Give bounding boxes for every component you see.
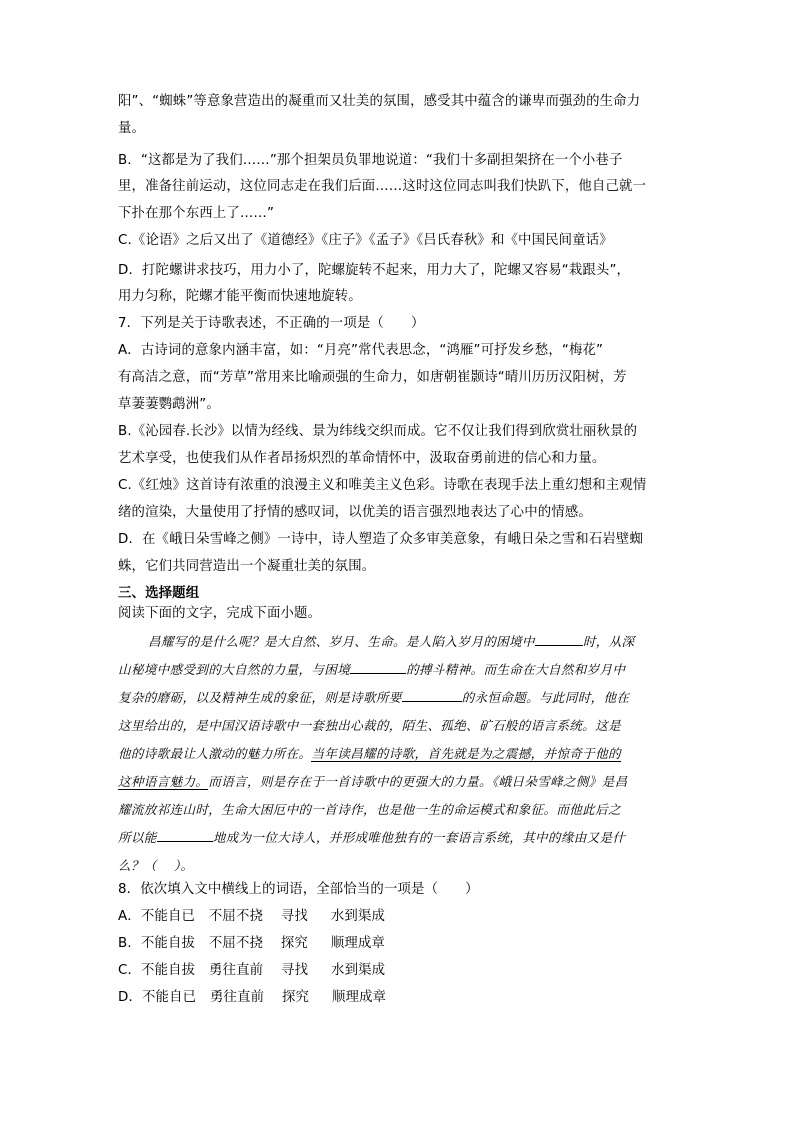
- passage-line: 复杂的磨砺，以及精神生成的象征，则是诗歌所要 的永恒命题。与此同时，他在: [118, 690, 630, 705]
- q6-option-c: C.《论语》之后又出了《道德经》《庄子》《孟子》《吕氏春秋》和《中国民间童话》: [118, 233, 613, 248]
- q7-option-a: 有高洁之意，而“芳草”常用来比喻顽强的生命力，如唐朝崔颢诗“晴川历历汉阳树，芳: [118, 370, 627, 385]
- q7-option-c: 绪的渲染，大量使用了抒情的感叹词，以优美的语言强烈地表达了心中的情感。: [118, 505, 592, 520]
- answer-blank: [157, 828, 213, 842]
- section-heading: 三、选择题组: [118, 586, 200, 601]
- underlined-sentence: 当年读昌耀的诗歌，首先就是为之震撼，并惊奇于他的: [311, 746, 621, 761]
- answer-blank: [535, 632, 583, 646]
- passage-line: 这种语言魅力。而语言，则是存在于一首诗歌中的更强大的力量。《峨日朵雪峰之侧》是昌: [118, 774, 628, 789]
- q6-option-b: B．“这都是为了我们……”那个担架员负罪地说道：“我们十多副担架挤在一个小巷子: [118, 153, 623, 168]
- q8-option-b: B．不能自拔 不屈不挠 探究 顺理成章: [118, 936, 386, 951]
- passage-line: 耀流放祁连山时，生命大困厄中的一首诗作，也是他一生的命运模式和象征。而他此后之: [118, 802, 621, 817]
- section-intro: 阅读下面的文字，完成下面小题。: [118, 606, 322, 621]
- passage-line: 所以能 地成为一位大诗人，并形成唯他独有的一套语言系统，其中的缘由又是什: [118, 830, 626, 845]
- q8-option-d: D．不能自已 勇往直前 探究 顺理成章: [118, 990, 387, 1005]
- q7-option-b: 艺术享受，也使我们从作者昂扬炽烈的革命情怀中，汲取奋勇前进的信心和力量。: [118, 451, 606, 466]
- passage-line: 山秘境中感受到的大自然的力量，与困境 的搏斗精神。而生命在大自然和岁月中: [118, 662, 626, 677]
- underlined-sentence: 这种语言魅力。: [118, 774, 209, 789]
- q7-stem: 7．下列是关于诗歌表述，不正确的一项是（ ）: [118, 316, 425, 331]
- q7-option-d: D．在《峨日朵雪峰之侧》一诗中，诗人塑造了众多审美意象，有峨日朵之雪和石岩壁蜘: [118, 532, 644, 547]
- q6-cont-line: 量。: [118, 121, 146, 136]
- q7-option-c: C.《红烛》这首诗有浓重的浪漫主义和唯美主义色彩。诗歌在表现手法上重幻想和主观情: [118, 478, 647, 493]
- q6-option-b: 里，准备往前运动，这位同志走在我们后面……这时这位同志叫我们快趴下，他自己就一: [118, 179, 647, 194]
- q8-stem: 8．依次填入文中横线上的词语，全部恰当的一项是（ ）: [118, 882, 479, 897]
- q8-option-a: A．不能自已 不屈不挠 寻找 水到渠成: [118, 909, 386, 924]
- q7-option-a: 草萋萋鹦鹉洲”。: [118, 397, 220, 412]
- passage-line: 昌耀写的是什么呢？是大自然、岁月、生命。是人陷入岁月的困境中 时，从深: [148, 634, 635, 649]
- passage-line: 么？（ ）。: [118, 858, 194, 873]
- passage-line: 这里给出的，是中国汉语诗歌中一套独出心裁的，陌生、孤绝、矿石般的语言系统。这是: [118, 718, 621, 733]
- answer-blank: [402, 688, 462, 702]
- q7-option-d: 蛛，它们共同营造出一个凝重壮美的氛围。: [118, 559, 376, 574]
- q6-option-b: 下扑在那个东西上了……”: [118, 206, 275, 221]
- q6-option-d: D．打陀螺讲求技巧，用力小了，陀螺旋转不起来，用力大了，陀螺又容易“栽跟头”，: [118, 263, 631, 278]
- q6-cont-line: 阳”、“蜘蛛”等意象营造出的凝重而又壮美的氛围，感受其中蕴含的谦卑而强劲的生命力: [118, 94, 641, 109]
- q6-option-d: 用力匀称，陀螺才能平衡而快速地旋转。: [118, 289, 362, 304]
- answer-blank: [350, 660, 406, 674]
- q8-option-c: C．不能自拔 勇往直前 寻找 水到渠成: [118, 963, 386, 978]
- q7-option-a: A．古诗词的意象内涵丰富，如：“月亮”常代表思念，“鸿雁”可抒发乡愁，“梅花”: [118, 343, 604, 358]
- q7-option-b: B.《沁园春.长沙》以情为经线、景为纬线交织而成。它不仅让我们得到欣赏壮丽秋景的: [118, 424, 638, 439]
- passage-line: 他的诗歌最让人激动的魅力所在。当年读昌耀的诗歌，首先就是为之震撼，并惊奇于他的: [118, 746, 621, 761]
